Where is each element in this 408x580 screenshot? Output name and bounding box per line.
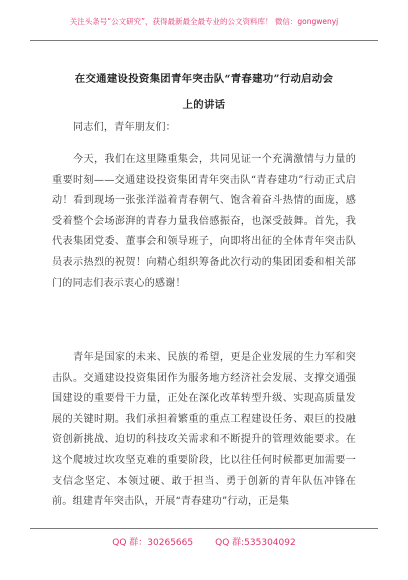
title-line-2: 上的讲话 bbox=[182, 99, 226, 111]
footer-qq-group-1: QQ 群：30265665 bbox=[112, 538, 194, 548]
footer-contact bbox=[0, 535, 408, 548]
footer-divider bbox=[30, 528, 378, 529]
footer-qq-group-2: QQ 群:535304092 bbox=[215, 538, 296, 548]
header-note: 关注头条号“公文研究”，获得最新最全最专业的公文资料库！ 微信：gongwenyj bbox=[69, 17, 339, 26]
title-line-1: 在交通建设投资集团青年突击队“青春建功”行动启动会 bbox=[74, 73, 334, 85]
paragraph-1: 今天，我们在这里隆重集会，共同见证一个充满激情与力量的重要时刻——交通建设投资集团青年突击队“青春建功”行动正式启动！看到现场一张张洋溢着青春朝气、饱含着奋斗热情的面庞，感受着整个会场澎湃的青春力量我倍感振奋，也深受鼓舞。首先，我代表集团党委、董事会和领导班子，向即将出征的全体青年突击队员表示热烈的祝贺！向精心组织筹备此次行动的集团团委和相关部门的同志们表示衷心的感谢！ bbox=[52, 154, 356, 289]
paragraph-2: 青年是国家的未来、民族的希望，更是企业发展的生力军和突击队。交通建设投资集团作为服务地方经济社会发展、支撑交通强国建设的重要骨干力量，正处在深化改革转型升级、实现高质量发展的关键时期。我们承担着繁重的重点工程建设任务、艰巨的投融资创新挑战、迫切的科技攻关需求和不断提升的管理效能要求。在这个爬坡过坎攻坚克难的重要阶段，比以往任何时候都更加需要一支信念坚定、本领过硬、敢于担当、勇于创新的青年队伍冲锋在前。组建青年突击队，开展“青春建功”行动，正是集 bbox=[52, 352, 356, 508]
document-title bbox=[38, 66, 370, 118]
header-divider bbox=[30, 40, 378, 41]
greeting: 同志们，青年朋友们： bbox=[73, 122, 176, 133]
